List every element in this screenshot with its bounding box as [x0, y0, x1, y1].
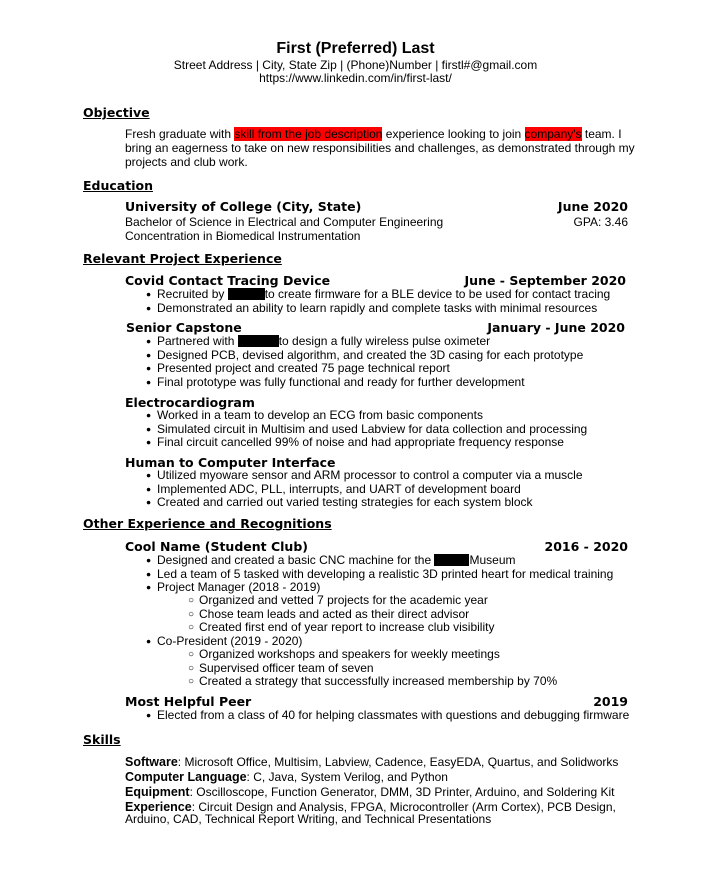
list-item: ● Simulated circuit in Multisim and used Labview for data collection and processing — [146, 423, 587, 437]
award-bullets — [146, 709, 629, 723]
projects-heading: Relevant Project Experience — [83, 251, 282, 266]
education-heading: Education — [83, 178, 153, 193]
club-sub-bullets — [188, 648, 557, 689]
bullet-text: Designed and created a basic CNC machine for the — [157, 553, 435, 567]
skills-heading: Skills — [83, 732, 121, 747]
objective-text: Fresh graduate with — [125, 127, 235, 141]
redaction-bar — [434, 554, 469, 566]
skill-value: : Microsoft Office, Multisim, Labview, Cadence, EasyEDA, Quartus, and Solidworks — [177, 755, 619, 769]
project-date: June - September 2020 — [464, 273, 626, 288]
skill-label: Experience — [125, 800, 192, 814]
club-title: Cool Name (Student Club) — [125, 539, 308, 554]
linkedin-url: https://www.linkedin.com/in/first-last/ — [259, 71, 452, 85]
skill-value: : Circuit Design and Analysis, FPGA, Microcontroller (Arm Cortex), PCB Design, — [191, 800, 616, 814]
redaction-bar — [238, 335, 279, 347]
list-item: ● Designed PCB, devised algorithm, and created the 3D casing for each prototype — [146, 349, 583, 363]
skill-value: : Oscilloscope, Function Generator, DMM, 3D Printer, Arduino, and Soldering Kit — [189, 785, 615, 799]
list-item: ○ Organized and vetted 7 projects for the academic year — [188, 594, 494, 608]
list-item: ● Elected from a class of 40 for helping classmates with questions and debugging firmware — [146, 709, 629, 723]
project-bullets — [146, 288, 610, 315]
bullet-text: to design a fully wireless pulse oximeter — [278, 334, 491, 348]
list-item: ○ Chose team leads and acted as their direct advisor — [188, 608, 494, 622]
candidate-name: First (Preferred) Last — [276, 40, 435, 57]
project-title: Senior Capstone — [126, 320, 242, 335]
project-bullets — [146, 335, 583, 389]
list-item: ● Utilized myoware sensor and ARM processor to control a computer via a muscle — [146, 469, 583, 483]
list-item: ● Project Manager (2018 - 2019) — [146, 581, 613, 595]
skill-label: Software — [125, 755, 178, 769]
club-bullets — [146, 554, 613, 595]
list-item: ● Final prototype was fully functional and ready for further development — [146, 376, 583, 390]
list-item — [146, 335, 583, 349]
concentration: Concentration in Biomedical Instrumentation — [125, 229, 361, 243]
list-item — [146, 288, 610, 302]
highlight-skill: skill from the job description — [234, 127, 383, 141]
contact-line: Street Address | City, State Zip | (Phone)Number | firstl#@gmail.com — [173, 58, 538, 72]
award-title: Most Helpful Peer — [125, 694, 252, 709]
club-date: 2016 - 2020 — [544, 539, 628, 554]
bullet-text: Partnered with — [157, 334, 238, 348]
school-name: University of College (City, State) — [125, 199, 362, 214]
list-item: ○ Supervised officer team of seven — [188, 662, 557, 676]
graduation-date: June 2020 — [557, 199, 628, 214]
bullet-text: Recruited by — [157, 287, 228, 301]
list-item: ○ Organized workshops and speakers for weekly meetings — [188, 648, 557, 662]
redaction-bar — [228, 288, 265, 300]
list-item: ● Led a team of 5 tasked with developing a realistic 3D printed heart for medical training — [146, 568, 613, 582]
list-item: ○ Created a strategy that successfully increased membership by 70% — [188, 675, 557, 689]
project-bullets — [146, 469, 583, 510]
list-item: ○ Created first end of year report to increase club visibility — [188, 621, 494, 635]
club-sub-bullets — [188, 594, 494, 635]
objective-line-1 — [125, 127, 622, 141]
objective-heading: Objective — [83, 105, 150, 120]
degree: Bachelor of Science in Electrical and Computer Engineering — [125, 215, 444, 229]
award-date: 2019 — [593, 694, 628, 709]
list-item: ● Implemented ADC, PLL, interrupts, and UART of development board — [146, 483, 583, 497]
other-heading: Other Experience and Recognitions — [83, 516, 332, 531]
list-item: ● Demonstrated an ability to learn rapidly and complete tasks with minimal resources — [146, 302, 610, 316]
list-item: ● Created and carried out varied testing strategies for each system block — [146, 496, 583, 510]
project-title: Human to Computer Interface — [125, 455, 336, 470]
skill-label: Computer Language — [125, 770, 247, 784]
list-item: ● Co-President (2019 - 2020) — [146, 635, 302, 649]
skill-label: Equipment — [125, 785, 190, 799]
objective-text: team. I — [581, 127, 622, 141]
list-item: ● Worked in a team to develop an ECG from basic components — [146, 409, 587, 423]
gpa: GPA: 3.46 — [573, 215, 628, 229]
project-date: January - June 2020 — [487, 320, 625, 335]
skill-value: : C, Java, System Verilog, and Python — [246, 770, 448, 784]
objective-line-2: bring an eagerness to take on new responsibilities and challenges, as demonstrated through my — [125, 141, 635, 155]
highlight-company: company's — [524, 127, 582, 141]
project-bullets — [146, 409, 587, 450]
skills-experience-cont: Arduino, CAD, Technical Report Writing, and Technical Presentations — [125, 812, 492, 826]
project-title: Electrocardiogram — [125, 395, 255, 410]
bullet-text: Museum — [469, 553, 516, 567]
objective-line-3: projects and club work. — [125, 155, 248, 169]
list-item: ● Presented project and created 75 page technical report — [146, 362, 583, 376]
list-item: ● Final circuit cancelled 99% of noise and had appropriate frequency response — [146, 436, 587, 450]
list-item — [146, 554, 613, 568]
objective-text: experience looking to join — [382, 127, 525, 141]
project-title: Covid Contact Tracing Device — [125, 273, 331, 288]
bullet-text: to create firmware for a BLE device to be used for contact tracing — [264, 287, 611, 301]
